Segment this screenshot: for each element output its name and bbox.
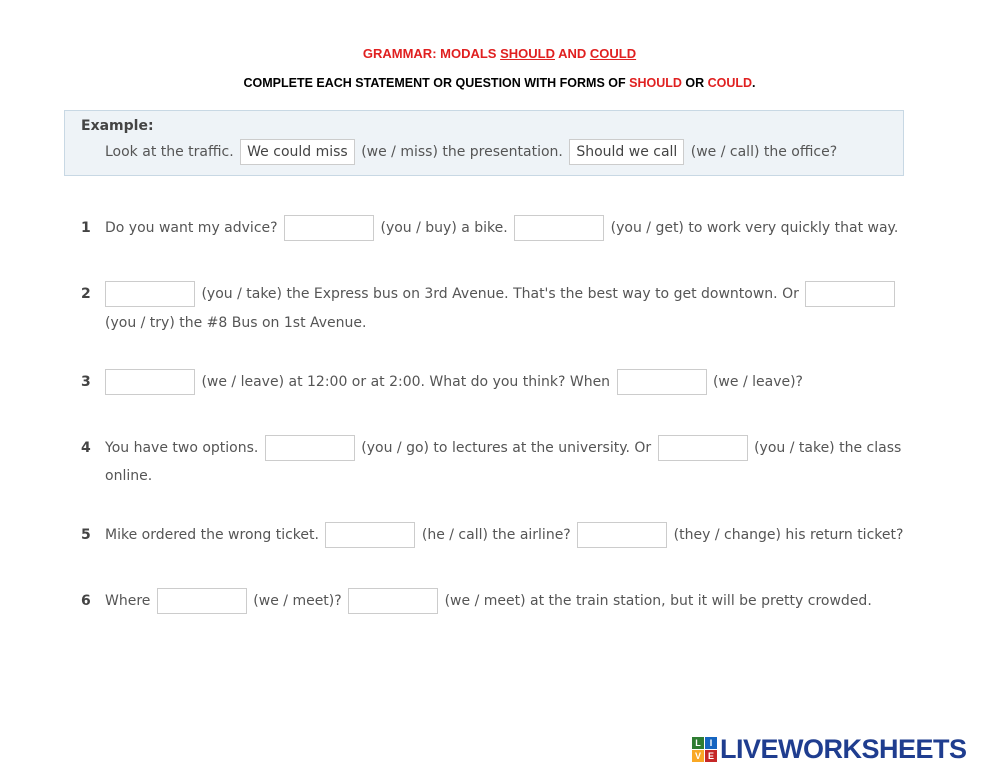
liveworksheets-logo-icon — [692, 737, 717, 762]
instructions-should: SHOULD — [629, 76, 682, 90]
logo-icon-letter: I — [705, 737, 717, 749]
answer-input[interactable] — [284, 215, 374, 241]
logo-icon-letter: L — [692, 737, 704, 749]
example-text-2: (we / miss) the presentation. — [361, 144, 563, 160]
question-text: (they / change) his return ticket? — [673, 527, 904, 543]
question-2-line-2: (you / try) the #8 Bus on 1st Avenue. — [105, 315, 367, 331]
question-1 — [105, 215, 898, 241]
instructions-could: COULD — [707, 76, 753, 90]
example-sentence — [105, 139, 837, 165]
liveworksheets-logo[interactable] — [692, 734, 967, 764]
question-text: (we / leave) at 12:00 or at 2:00. What do you think? When — [201, 374, 611, 390]
question-text: Where — [105, 593, 151, 609]
example-answer-1: We could miss — [240, 139, 355, 165]
answer-input[interactable] — [514, 215, 604, 241]
answer-input[interactable] — [805, 281, 895, 307]
title-could: COULD — [589, 46, 637, 61]
logo-text: LIVEWORKSHEETS — [720, 733, 967, 764]
title-prefix: GRAMMAR: MODALS — [362, 46, 501, 61]
title-should: SHOULD — [500, 46, 555, 61]
question-text: Mike ordered the wrong ticket. — [105, 527, 319, 543]
question-number-2: 2 — [81, 286, 91, 302]
answer-input[interactable] — [577, 522, 667, 548]
answer-input[interactable] — [157, 588, 247, 614]
question-text: Do you want my advice? — [105, 220, 278, 236]
question-text: You have two options. — [105, 440, 259, 456]
question-text: (we / leave)? — [712, 374, 803, 390]
question-text: (he / call) the airline? — [421, 527, 571, 543]
example-box — [64, 110, 904, 176]
answer-input[interactable] — [325, 522, 415, 548]
question-text: (you / buy) a bike. — [380, 220, 508, 236]
instructions-end: . — [752, 76, 756, 90]
question-number-5: 5 — [81, 527, 91, 543]
question-6 — [105, 588, 872, 614]
example-text-3: (we / call) the office? — [690, 144, 838, 160]
answer-input[interactable] — [348, 588, 438, 614]
answer-input[interactable] — [658, 435, 748, 461]
question-text: (you / take) the class — [754, 440, 902, 456]
question-number-3: 3 — [81, 374, 91, 390]
example-label: Example: — [81, 118, 154, 134]
instructions — [0, 76, 999, 90]
answer-input[interactable] — [105, 369, 195, 395]
instructions-or: OR — [681, 76, 708, 90]
question-5 — [105, 522, 903, 548]
answer-input[interactable] — [617, 369, 707, 395]
example-answer-2: Should we call — [569, 139, 684, 165]
question-number-4: 4 — [81, 440, 91, 456]
question-number-1: 1 — [81, 220, 91, 236]
question-text: (you / get) to work very quickly that way. — [610, 220, 899, 236]
question-text: (you / go) to lectures at the university. Or — [361, 440, 652, 456]
example-text-1: Look at the traffic. — [105, 144, 234, 160]
answer-input[interactable] — [105, 281, 195, 307]
question-number-6: 6 — [81, 593, 91, 609]
title-and: AND — [554, 46, 590, 61]
logo-icon-letter: E — [705, 750, 717, 762]
page-title — [0, 46, 999, 61]
instructions-text: COMPLETE EACH STATEMENT OR QUESTION WITH FORMS OF — [243, 76, 630, 90]
question-text: (we / meet) at the train station, but it will be pretty crowded. — [444, 593, 872, 609]
question-4-line-2: online. — [105, 468, 153, 484]
answer-input[interactable] — [265, 435, 355, 461]
question-4 — [105, 435, 901, 461]
question-3 — [105, 369, 803, 395]
logo-icon-letter: V — [692, 750, 704, 762]
question-text: (we / meet)? — [253, 593, 342, 609]
question-2 — [105, 281, 897, 307]
question-text: (you / take) the Express bus on 3rd Avenue. That's the best way to get downtown. Or — [201, 286, 799, 302]
